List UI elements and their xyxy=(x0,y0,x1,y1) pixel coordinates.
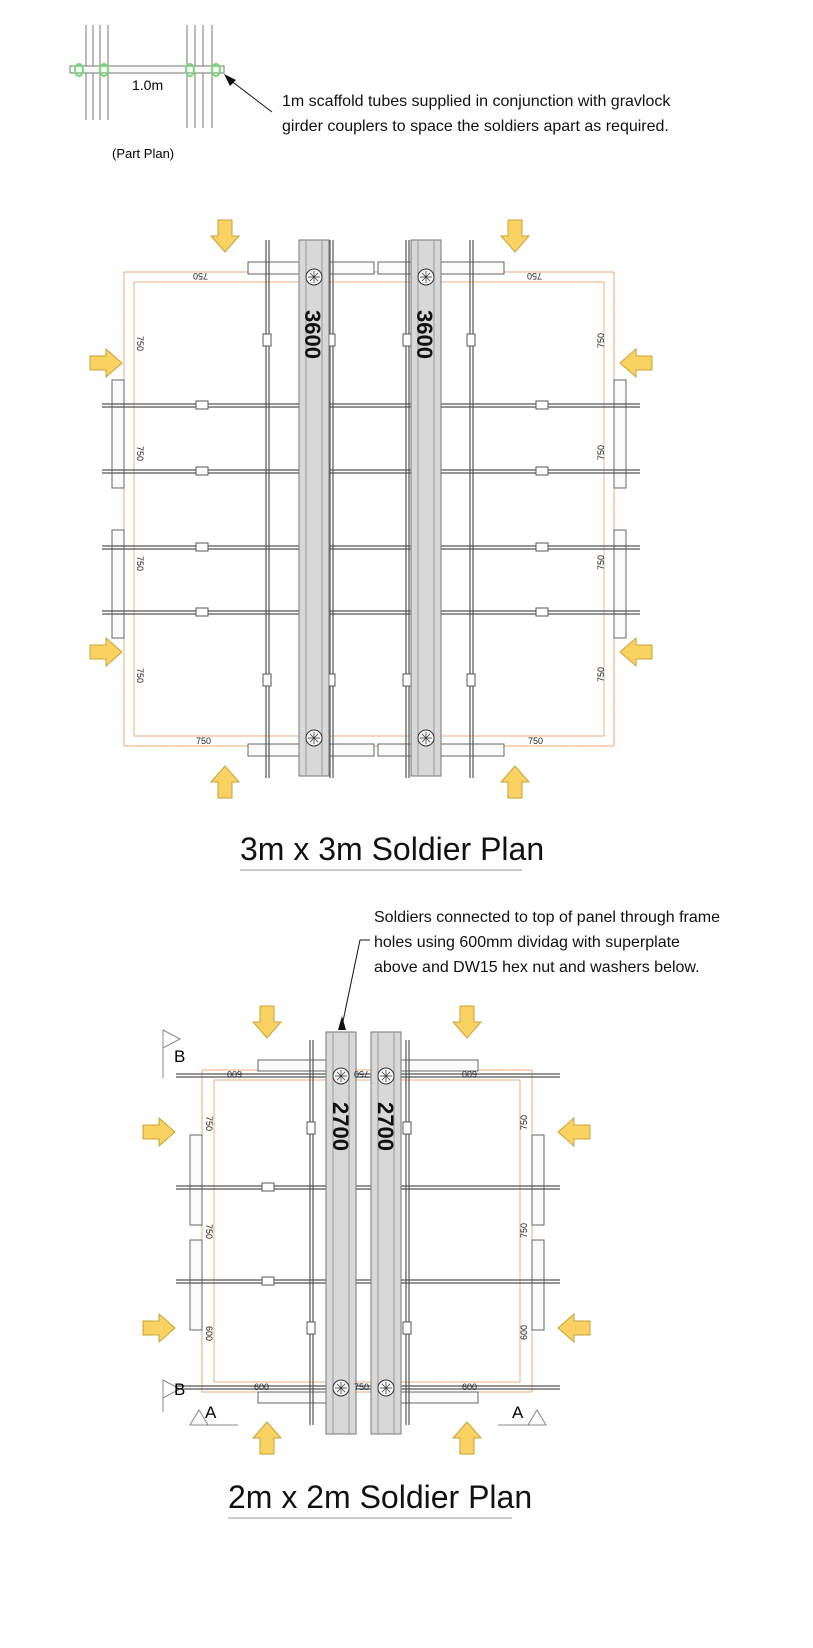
plan-2m-note-line-2: holes using 600mm dividag with superplate xyxy=(374,934,680,951)
load-arrow-icon xyxy=(90,220,652,798)
panel-frame xyxy=(124,272,614,746)
leader-line xyxy=(342,940,370,1026)
dim2-left-3: 600 xyxy=(204,1326,214,1342)
dim2-left-1: 750 xyxy=(204,1116,214,1132)
soldier-left-2m xyxy=(326,1032,356,1434)
dim2-top-right: 600 xyxy=(461,1069,477,1079)
dim-left-4: 750 xyxy=(135,668,145,684)
plan-3m xyxy=(90,220,652,870)
dim2-bottom-right: 600 xyxy=(462,1382,478,1392)
dim-top-right: 750 xyxy=(526,271,542,281)
plan-2m-title: 2m x 2m Soldier Plan xyxy=(228,1479,533,1515)
soldier-length-left: 3600 xyxy=(300,310,325,359)
part-plan-dimension: 1.0m xyxy=(132,77,164,93)
dim2-top-left: 600 xyxy=(226,1069,242,1079)
plan-2m xyxy=(143,909,720,1518)
dim-right-4: 750 xyxy=(596,666,606,682)
dim2-right-1: 750 xyxy=(519,1114,529,1130)
leader-arrow-icon xyxy=(230,80,272,112)
plan-2m-note-line-3: above and DW15 hex nut and washers below. xyxy=(374,959,700,976)
dim-right-1: 750 xyxy=(596,332,606,348)
dim-left-1: 750 xyxy=(135,336,145,352)
dim2-bottom-mid: 750 xyxy=(354,1382,370,1392)
part-plan-caption: (Part Plan) xyxy=(112,146,175,161)
dim2-right-2: 750 xyxy=(519,1222,529,1238)
panel-frame-2m xyxy=(202,1070,532,1392)
plan-3m-title: 3m x 3m Soldier Plan xyxy=(240,831,545,867)
part-plan-note-line-1: 1m scaffold tubes supplied in conjunction with gravlock xyxy=(282,93,671,110)
dim2-right-3: 600 xyxy=(519,1324,529,1340)
dim-bottom-right: 750 xyxy=(528,736,544,746)
section-b-bottom: B xyxy=(174,1380,186,1399)
section-b-top: B xyxy=(174,1047,186,1066)
dim2-bottom-left: 600 xyxy=(254,1382,270,1392)
dim-left-2: 750 xyxy=(135,446,145,462)
dim-left-3: 750 xyxy=(135,556,145,572)
dim-top-left: 750 xyxy=(192,271,208,281)
section-a-left: A xyxy=(205,1403,217,1422)
dim-bottom-left: 750 xyxy=(196,736,212,746)
part-plan xyxy=(70,25,671,161)
dim2-left-2: 750 xyxy=(204,1224,214,1240)
soldier-right-2m xyxy=(371,1032,401,1434)
dim-right-2: 750 xyxy=(596,444,606,460)
soldier-length-right-2m: 2700 xyxy=(373,1102,398,1151)
soldier-length-right: 3600 xyxy=(412,310,437,359)
section-a-right: A xyxy=(512,1403,524,1422)
plan-2m-note-line-1: Soldiers connected to top of panel through frame xyxy=(374,909,720,926)
dim2-top-mid: 750 xyxy=(353,1069,369,1079)
dim-right-3: 750 xyxy=(596,554,606,570)
soldier-length-left-2m: 2700 xyxy=(328,1102,353,1151)
part-plan-note-line-2: girder couplers to space the soldiers apart as required. xyxy=(282,118,669,135)
